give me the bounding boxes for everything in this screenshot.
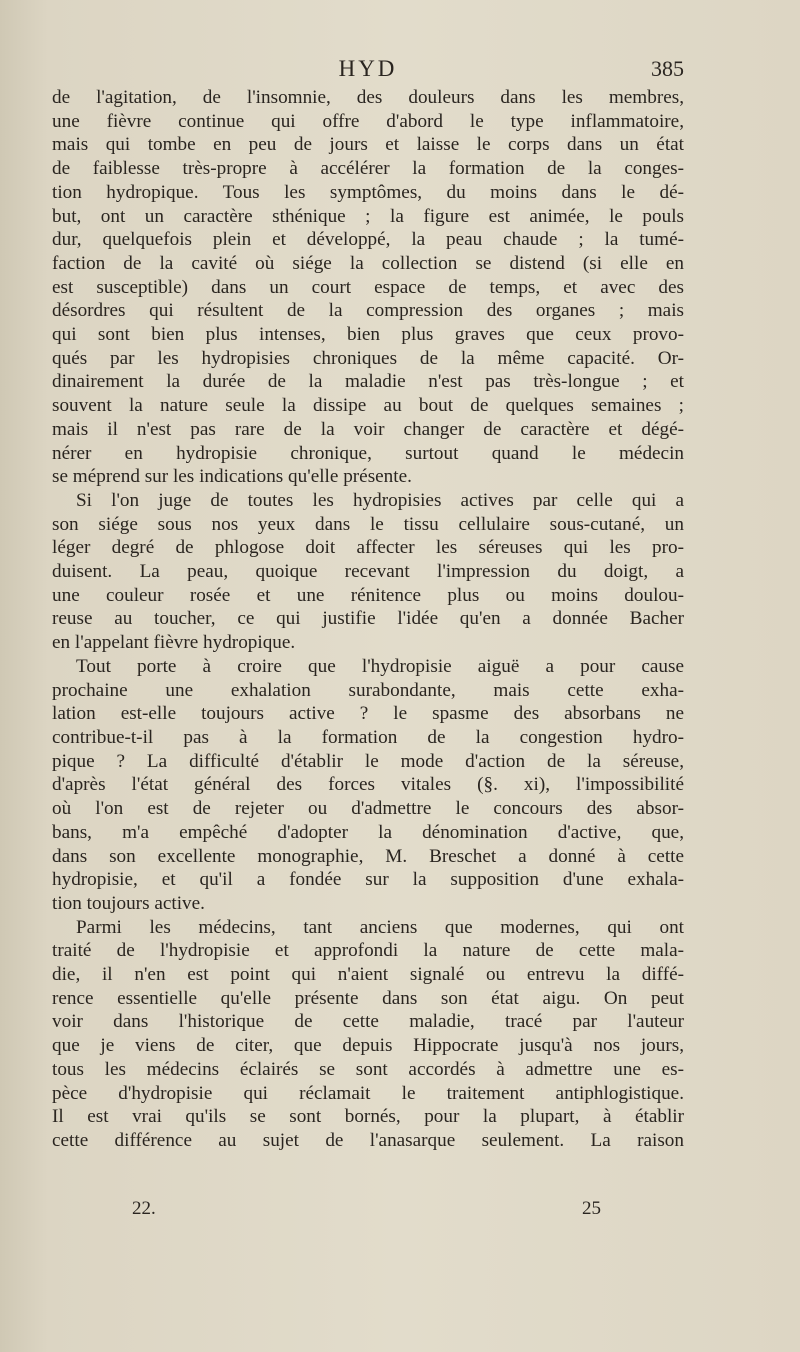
text-line: son siége sous nos yeux dans le tissu cellulaire sous-cutané, un: [52, 513, 684, 535]
text-line: prochaine une exhalation surabondante, mais cette exha-: [52, 679, 684, 701]
text-line: Parmi les médecins, tant anciens que modernes, qui ont: [76, 916, 684, 938]
text-line: que je viens de citer, que depuis Hippocrate jusqu'à nos jours,: [52, 1035, 684, 1057]
text-line: contribue-t-il pas à la formation de la congestion hydro-: [52, 726, 684, 748]
text-line: léger degré de phlogose doit affecter les séreuses qui les pro-: [52, 537, 684, 559]
text-line: une couleur rosée et une rénitence plus ou moins doulou-: [52, 584, 684, 606]
text-line: dans son excellente monographie, M. Breschet a donné à cette: [52, 845, 684, 867]
text-line: de l'agitation, de l'insomnie, des douleurs dans les membres,: [52, 87, 684, 108]
page-number: 385: [651, 56, 684, 81]
text-line: en l'appelant fièvre hydropique.: [52, 632, 296, 654]
sheet-signature: 25: [582, 1198, 601, 1219]
text-line: but, ont un caractère sthénique ; la figure est animée, le pouls: [52, 205, 684, 227]
text-line: de faiblesse très-propre à accélérer la formation de la conges-: [52, 158, 684, 180]
text-line: traité de l'hydropisie et approfondi la nature de cette mala-: [52, 940, 684, 962]
text-line: désordres qui résultent de la compression des organes ; mais: [52, 300, 684, 322]
text-line: où l'on est de rejeter ou d'admettre le concours des absor-: [52, 798, 684, 820]
text-line: pique ? La difficulté d'établir le mode d'action de la séreuse,: [52, 750, 684, 772]
running-head: HYD: [338, 56, 398, 81]
text-line: mais qui tombe en peu de jours et laisse le corps dans un état: [52, 134, 684, 156]
text-line: Tout porte à croire que l'hydropisie aiguë a pour cause: [76, 655, 684, 677]
text-line: duisent. La peau, quoique recevant l'impression du doigt, a: [52, 561, 684, 583]
page-footer: [52, 1198, 684, 1226]
text-line: faction de la cavité où siége la collection se distend (si elle en: [52, 252, 684, 274]
volume-signature: 22.: [132, 1198, 156, 1219]
paragraph: [52, 655, 684, 916]
text-line: qués par les hydropisies chroniques de la même capacité. Or-: [52, 347, 684, 369]
body-text: [52, 86, 684, 1153]
text-line: est susceptible) dans un court espace de temps, et avec des: [52, 276, 684, 298]
text-line: mais il n'est pas rare de la voir changer de caractère et dégé-: [52, 418, 684, 440]
text-line: reuse au toucher, ce qui justifie l'idée qu'en a donnée Bacher: [52, 608, 684, 630]
text-line: tion hydropique. Tous les symptômes, du moins dans le dé-: [52, 181, 684, 203]
text-line: une fièvre continue qui offre d'abord le type inflammatoire,: [52, 110, 684, 132]
text-line: lation est-elle toujours active ? le spasme des absorbans ne: [52, 703, 684, 725]
paragraph: [52, 86, 684, 489]
text-line: d'après l'état général des forces vitales (§. xi), l'impossibilité: [52, 774, 684, 796]
text-line: souvent la nature seule la dissipe au bout de quelques semaines ;: [52, 395, 684, 417]
text-line: bans, m'a empêché d'adopter la dénomination d'active, que,: [52, 821, 684, 843]
text-line: voir dans l'historique de cette maladie, tracé par l'auteur: [52, 1011, 684, 1033]
text-line: Si l'on juge de toutes les hydropisies actives par celle qui a: [76, 489, 684, 511]
text-line: pèce d'hydropisie qui réclamait le traitement antiphlogistique.: [52, 1082, 684, 1104]
text-line: Il est vrai qu'ils se sont bornés, pour la plupart, à établir: [52, 1106, 684, 1128]
text-line: tion toujours active.: [52, 892, 205, 914]
paragraph: [52, 489, 684, 655]
text-line: qui sont bien plus intenses, bien plus graves que ceux provo-: [52, 324, 684, 346]
text-line: rence essentielle qu'elle présente dans son état aigu. On peut: [52, 987, 684, 1009]
paragraph: [52, 916, 684, 1153]
text-line: die, il n'en est point qui n'aient signalé ou entrevu la diffé-: [52, 964, 684, 986]
text-line: se méprend sur les indications qu'elle présente.: [52, 466, 412, 488]
text-line: nérer en hydropisie chronique, surtout quand le médecin: [52, 442, 684, 464]
text-line: cette différence au sujet de l'anasarque seulement. La raison: [52, 1129, 684, 1151]
text-line: hydropisie, et qu'il a fondée sur la supposition d'une exhala-: [52, 869, 684, 891]
text-line: tous les médecins éclairés se sont accordés à admettre une es-: [52, 1058, 684, 1080]
text-line: dur, quelquefois plein et développé, la peau chaude ; la tumé-: [52, 229, 684, 251]
page-header: [52, 56, 684, 90]
text-line: dinairement la durée de la maladie n'est pas très-longue ; et: [52, 371, 684, 393]
